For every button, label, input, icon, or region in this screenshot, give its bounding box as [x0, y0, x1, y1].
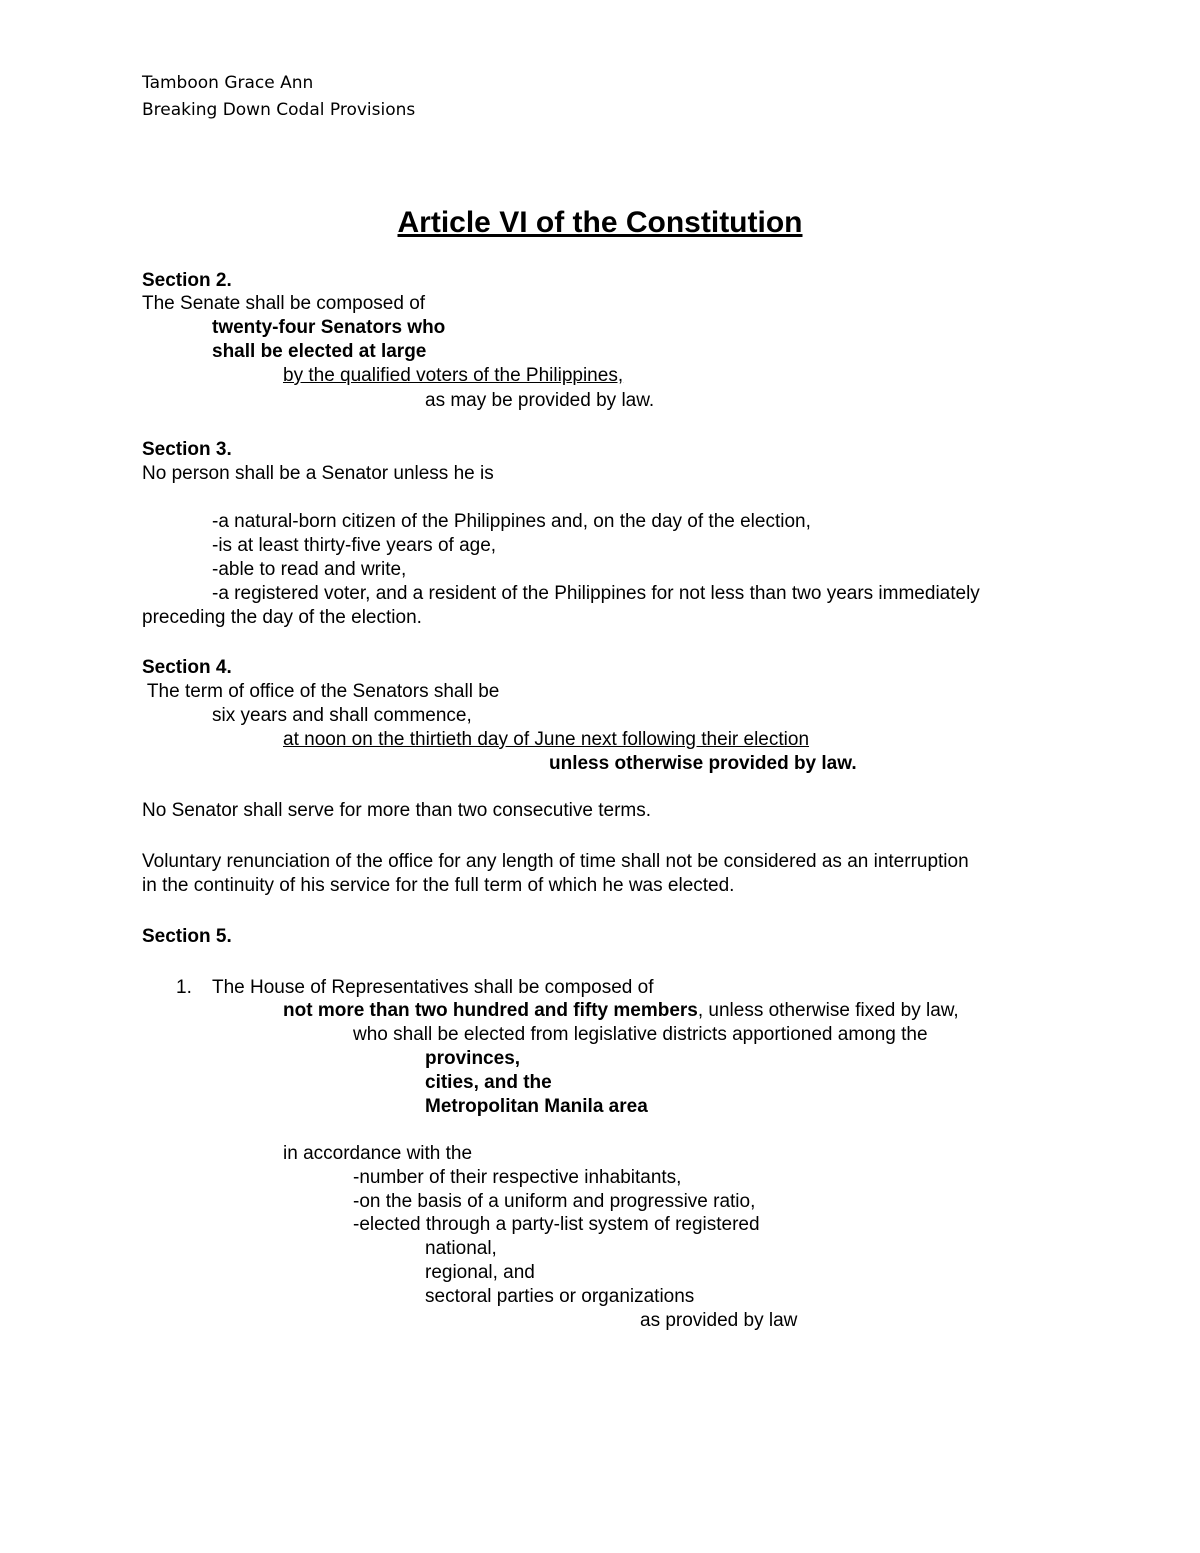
list-number: 1.	[176, 977, 192, 998]
section-2-line: The Senate shall be composed of	[142, 293, 426, 314]
section-2-line: by the qualified voters of the Philippines,	[283, 365, 624, 386]
members-rest-text: , unless otherwise fixed by law,	[697, 1000, 959, 1021]
section-2-line: as may be provided by law.	[425, 390, 655, 411]
section-3-continuation: preceding the day of the election.	[142, 607, 422, 628]
document-subject: Breaking Down Codal Provisions	[142, 100, 416, 120]
section-5-accordance: in accordance with the	[283, 1143, 473, 1164]
section-4-line: The term of office of the Senators shall be	[142, 681, 500, 702]
page-title: Article VI of the Constitution	[397, 206, 803, 239]
section-3-item: -is at least thirty-five years of age,	[212, 535, 497, 556]
criteria-item: -number of their respective inhabitants,	[353, 1167, 682, 1188]
section-3-item: -a registered voter, and a resident of the Philippines for not less than two years immediately	[212, 583, 980, 604]
area-item: provinces,	[425, 1048, 521, 1069]
section-4-paragraph: No Senator shall serve for more than two consecutive terms.	[142, 800, 652, 821]
section-5-elected-from: who shall be elected from legislative districts apportioned among the	[353, 1024, 928, 1045]
section-2-heading: Section 2.	[142, 270, 232, 291]
section-4-line: at noon on the thirtieth day of June next following their election	[283, 729, 810, 750]
area-item: Metropolitan Manila area	[425, 1096, 648, 1117]
section-3-heading: Section 3.	[142, 439, 232, 460]
section-2-line: twenty-four Senators who	[212, 317, 446, 338]
section-3-intro: No person shall be a Senator unless he is	[142, 463, 494, 484]
section-4-paragraph: in the continuity of his service for the full term of which he was elected.	[142, 875, 735, 896]
section-3-item: -a natural-born citizen of the Philippines and, on the day of the election,	[212, 511, 811, 532]
section-4-heading: Section 4.	[142, 657, 232, 678]
party-type-item: national,	[425, 1238, 497, 1259]
criteria-item: -elected through a party-list system of registered	[353, 1214, 760, 1235]
section-4-paragraph: Voluntary renunciation of the office for any length of time shall not be considered as an interruption	[142, 851, 969, 872]
section-4-line: six years and shall commence,	[212, 705, 472, 726]
area-item: cities, and the	[425, 1072, 552, 1093]
criteria-item: -on the basis of a uniform and progressive ratio,	[353, 1191, 756, 1212]
section-3-item: -able to read and write,	[212, 559, 407, 580]
members-bold-text: not more than two hundred and fifty members	[283, 1000, 698, 1021]
section-5-closing: as provided by law	[640, 1310, 798, 1331]
party-type-item: regional, and	[425, 1262, 535, 1283]
section-5-members-line	[283, 999, 959, 1023]
section-4-line: unless otherwise provided by law.	[549, 753, 857, 774]
party-type-item: sectoral parties or organizations	[425, 1286, 695, 1307]
section-5-heading: Section 5.	[142, 926, 232, 947]
section-2-line: shall be elected at large	[212, 341, 427, 362]
author-name: Tamboon Grace Ann	[142, 73, 314, 93]
section-5-item-text: The House of Representatives shall be composed of	[212, 977, 654, 998]
